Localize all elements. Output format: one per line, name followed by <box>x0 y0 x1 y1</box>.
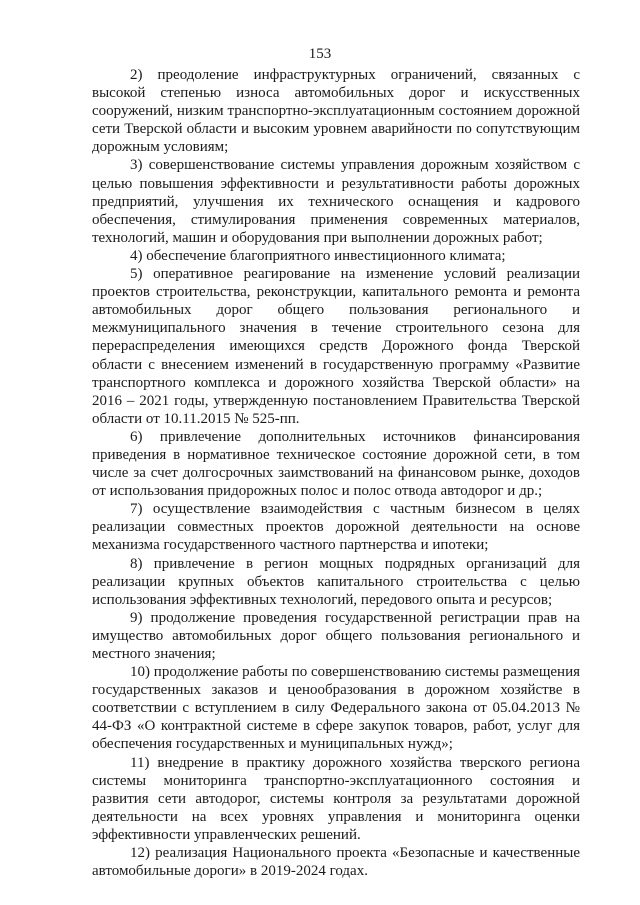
list-item-7: 7) осуществление взаимодействия с частным бизнесом в целях реализации совместных проектов дорожной деятельности на основе механизма государственного частного партнерства и ипотеки; <box>92 501 580 554</box>
list-item-6: 6) привлечение дополнительных источников финансирования приведения в нормативное техническое состояние дорожной сети, в том числе за счет долгосрочных заимствований на финансовом рынке, доходов от использования придорожных полос и полос отвода автодорог и др.; <box>92 428 580 500</box>
page-number: 153 <box>308 46 332 62</box>
list-item-2: 2) преодоление инфраструктурных ограничений, связанных с высокой степенью износа автомобильных дорог и искусственных сооружений, низким транспортно-эксплуатационным состоянием дорожной сети Тверской области и высоким уровнем аварийности по сопутствующим дорожным условиям; <box>92 67 580 156</box>
list-item-4: 4) обеспечение благоприятного инвестиционного климата; <box>130 247 506 264</box>
list-item-8: 8) привлечение в регион мощных подрядных организаций для реализации крупных объектов капитального строительства с целью использования эффективных технологий, передового опыта и ресурсов; <box>92 555 580 608</box>
list-item-12: 12) реализация Национального проекта «Безопасные и качественные автомобильные дороги» в 2019-2024 годах. <box>92 845 580 880</box>
body-text <box>92 66 580 880</box>
list-item-9: 9) продолжение проведения государственной регистрации прав на имущество автомобильных дорог общего пользования регионального и местного значения; <box>92 609 580 662</box>
list-item-5: 5) оперативное реагирование на изменение условий реализации проектов строительства, реконструкции, капитального ремонта и ремонта автомобильных дорог общего пользования регионального и межмуниципального значения в течение строительного сезона для перераспределения имеющихся средств Дорожного фонда Тверской области с внесением изменений в государственную программу «Развитие транспортного комплекса и дорожного хозяйства Тверской области» на 2016 – 2021 годы, утвержденную постановлением Правительства Тверской области от 10.11.2015 № 525-пп. <box>92 266 580 427</box>
list-item-11: 11) внедрение в практику дорожного хозяйства тверского региона системы мониторинга транспортно-эксплуатационного состояния и развития сети автодорог, системы контроля за результатами дорожной деятельности на всех уровнях управления и мониторинга оценки эффективности управленческих решений. <box>92 754 580 843</box>
list-item-10: 10) продолжение работы по совершенствованию системы размещения государственных заказов и ценообразования в дорожном хозяйстве в соответствии с вступлением в силу Федерального закона от 05.04.2013 № 44-ФЗ «О контрактной системе в сфере закупок товаров, работ, услуг для обеспечения государственных и муниципальных нужд»; <box>92 664 580 753</box>
list-item-3: 3) совершенствование системы управления дорожным хозяйством с целью повышения эффективности и результативности работы дорожных предприятий, улучшения их технического оснащения и кадрового обеспечения, стимулирования применения современных материалов, технологий, машин и оборудования при выполнении дорожных работ; <box>92 157 580 246</box>
